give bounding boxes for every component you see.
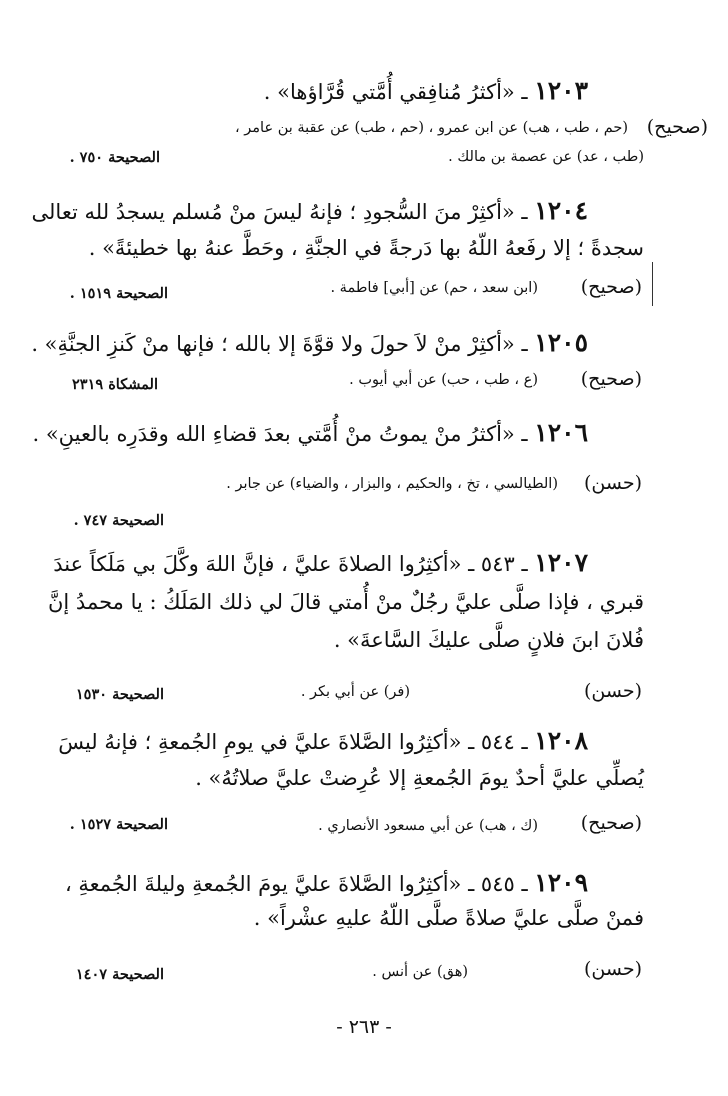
hadith-number: ١٢٠٦ [534, 418, 588, 447]
reference: الصحيحة ٧٤٧ . [73, 512, 164, 529]
reference: الصحيحة ١٥١٩ . [69, 285, 168, 302]
source-line: (هق) عن أنس . [372, 964, 468, 980]
hadith-number: ١٢٠٧ [534, 548, 588, 577]
hadith-number: ١٢٠٨ [534, 726, 588, 755]
hadith-1204-line-1 [32, 196, 588, 225]
hadith-text: ـ «أكثرُ مُنافِقي أُمَّتي قُرَّاؤها» . [263, 80, 528, 104]
source-line: (طب ، عد) عن عصمة بن مالك . [448, 149, 644, 165]
hadith-text: ـ «أكثِرْ منْ لاَ حولَ ولا قوَّةَ إلا بالله ؛ فإنها منْ كَنزِ الجنَّةِ» . [31, 332, 528, 356]
grade-badge: (حسن) [584, 472, 642, 494]
hadith-1208-line-1 [58, 726, 588, 755]
reference: الصحيحة ١٥٣٠ [75, 686, 164, 703]
margin-line [652, 262, 653, 306]
source-line: (حم ، طب ، هب) عن ابن عمرو ، (حم ، طب) عن عقبة بن عامر ، [234, 120, 628, 136]
reference: الصحيحة ١٥٢٧ . [69, 816, 168, 833]
hadith-text: ـ ٥٤٥ ـ «أكثِرُوا الصَّلاةَ عليَّ يومَ الجُمعةِ وليلةَ الجُمعةِ ، [64, 872, 528, 896]
grade-badge: (حسن) [584, 680, 642, 702]
hadith-number: ١٢٠٣ [534, 76, 588, 105]
hadith-text: سجدةً ؛ إلا رفَعهُ اللّهُ بها دَرجةً في الجنَّةِ ، وحَطَّ عنهُ بها خطيئةً» . [88, 236, 644, 260]
hadith-1209-line-1 [65, 868, 588, 897]
hadith-number: ١٢٠٩ [534, 868, 588, 897]
hadith-1205-line-1 [31, 328, 588, 357]
hadith-text: ـ «أكثرُ منْ يموتُ منْ أُمَّتي بعدَ قضاءِ الله وقدَرِه بالعينِ» . [32, 422, 528, 446]
hadith-number: ١٢٠٤ [534, 196, 588, 225]
hadith-1207-line-1 [53, 548, 588, 577]
hadith-text: فمنْ صلَّى عليَّ صلاةً صلَّى اللّهُ عليهِ عشْراً» . [253, 906, 644, 930]
source-line: (ع ، طب ، حب) عن أبي أيوب . [349, 372, 538, 388]
hadith-text: ـ ٥٤٤ ـ «أكثِرُوا الصَّلاةَ عليَّ في يومِ الجُمعةِ ؛ فإنهُ ليسَ [58, 730, 528, 754]
grade-badge: (حسن) [584, 958, 642, 980]
grade-badge: (صحيح) [646, 116, 708, 138]
reference: الصحيحة ١٤٠٧ [75, 966, 164, 983]
hadith-text: ـ «أكثِرْ منَ السُّجودِ ؛ فإنهُ ليسَ منْ مُسلم يسجدُ لله تعالى [31, 200, 528, 224]
hadith-text: قبري ، فإذا صلَّى عليَّ رجُلٌ منْ أُمتي قالَ لي ذلك المَلَكُ : يا محمدُ إنَّ [48, 590, 644, 614]
source-line: (ك ، هب) عن أبي مسعود الأنصاري . [318, 818, 538, 834]
hadith-number: ١٢٠٥ [534, 328, 588, 357]
hadith-text: يُصلِّي عليَّ أحدٌ يومَ الجُمعةِ إلا عُرِضتْ عليَّ صلاتُهُ» . [195, 766, 644, 790]
source-line: (ابن سعد ، حم) عن [أبي] فاطمة . [330, 280, 538, 296]
source-line: (فر) عن أبي بكر . [300, 684, 410, 700]
page-number: - ٢٦٣ - [336, 1016, 392, 1038]
grade-badge: (صحيح) [580, 368, 642, 390]
hadith-1206-line-1 [32, 418, 588, 447]
hadith-1203-line-1 [264, 76, 588, 105]
reference: المشكاة ٢٣١٩ [72, 376, 158, 393]
reference: الصحيحة ٧٥٠ . [69, 149, 160, 166]
grade-badge: (صحيح) [580, 812, 642, 834]
hadith-text: ـ ٥٤٣ ـ «أكثِرُوا الصلاةَ عليَّ ، فإنَّ اللهَ وكَّلَ بي مَلَكاً عندَ [53, 552, 528, 576]
source-line: (الطيالسي ، تخ ، والحكيم ، والبزار ، والضياء) عن جابر . [226, 476, 558, 492]
hadith-text: فُلانَ ابنَ فلانٍ صلَّى عليكَ السَّاعةَ» . [333, 628, 644, 652]
grade-badge: (صحيح) [580, 276, 642, 298]
